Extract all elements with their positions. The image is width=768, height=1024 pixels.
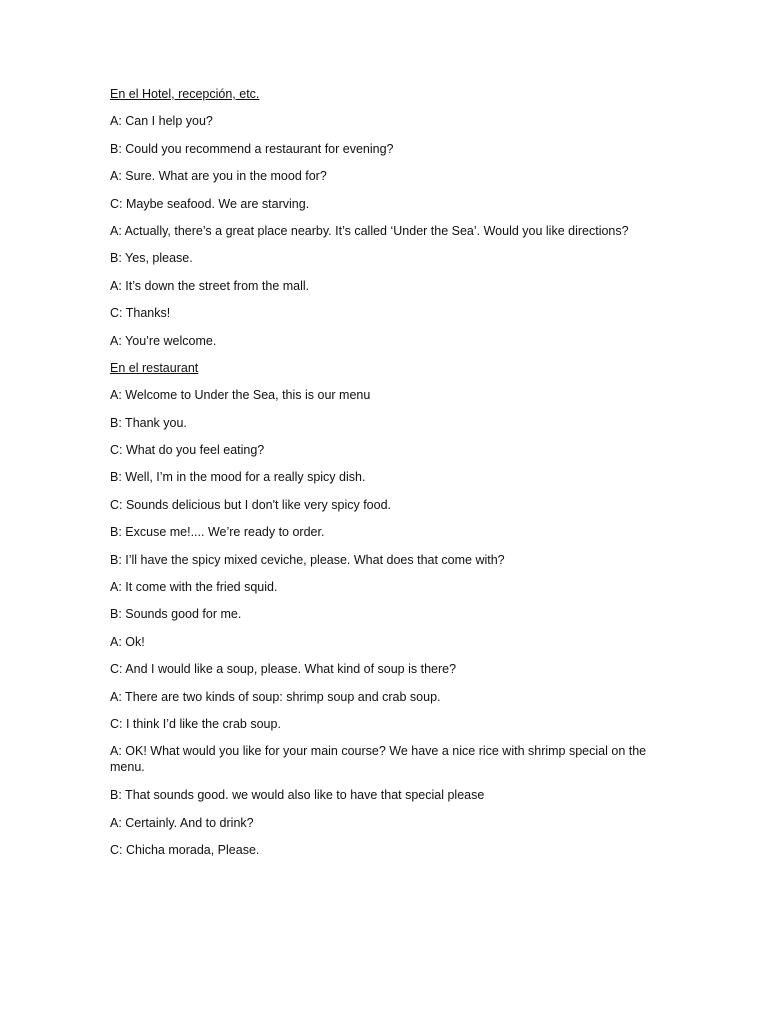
- dialogue-line: C: Chicha morada, Please.: [110, 843, 260, 858]
- dialogue-line: A: OK! What would you like for your main course? We have a nice rice with shrimp special on the menu.: [110, 744, 647, 775]
- dialogue-line: B: I’ll have the spicy mixed ceviche, please. What does that come with?: [110, 552, 505, 567]
- dialogue-line: B: Sounds good for me.: [110, 607, 242, 622]
- section-heading-hotel: En el Hotel, recepción, etc.: [110, 87, 260, 101]
- dialogue-line: A: Ok!: [110, 634, 145, 649]
- dialogue-line: B: That sounds good. we would also like to have that special please: [110, 788, 485, 803]
- dialogue-line: A: You’re welcome.: [110, 333, 217, 348]
- dialogue-line: B: Thank you.: [110, 415, 187, 430]
- dialogue-line: A: Welcome to Under the Sea, this is our menu: [110, 388, 371, 403]
- dialogue-line: C: And I would like a soup, please. What kind of soup is there?: [110, 662, 457, 677]
- dialogue-line: A: Certainly. And to drink?: [110, 815, 254, 830]
- dialogue-line: C: Maybe seafood. We are starving.: [110, 196, 310, 211]
- dialogue-line: A: There are two kinds of soup: shrimp soup and crab soup.: [110, 689, 441, 704]
- dialogue-line: C: Sounds delicious but I don't like very spicy food.: [110, 497, 392, 512]
- section-heading-restaurant: En el restaurant: [110, 360, 199, 375]
- dialogue-line: C: I think I’d like the crab soup.: [110, 716, 281, 731]
- dialogue-line: A: It come with the fried squid.: [110, 580, 278, 595]
- dialogue-line: C: What do you feel eating?: [110, 443, 265, 458]
- dialogue-line: A: Can I help you?: [110, 114, 213, 129]
- dialogue-line: B: Well, I’m in the mood for a really spicy dish.: [110, 470, 366, 485]
- dialogue-line: A: Actually, there’s a great place nearby. It’s called ‘Under the Sea’. Would you like directions?: [110, 223, 629, 238]
- dialogue-line: B: Excuse me!.... We’re ready to order.: [110, 525, 325, 540]
- dialogue-line: C: Thanks!: [110, 306, 171, 321]
- dialogue-line: B: Yes, please.: [110, 251, 193, 266]
- dialogue-line: A: Sure. What are you in the mood for?: [110, 169, 327, 184]
- dialogue-line: A: It’s down the street from the mall.: [110, 278, 310, 293]
- document-page: [110, 86, 670, 870]
- dialogue-line: B: Could you recommend a restaurant for evening?: [110, 141, 394, 156]
